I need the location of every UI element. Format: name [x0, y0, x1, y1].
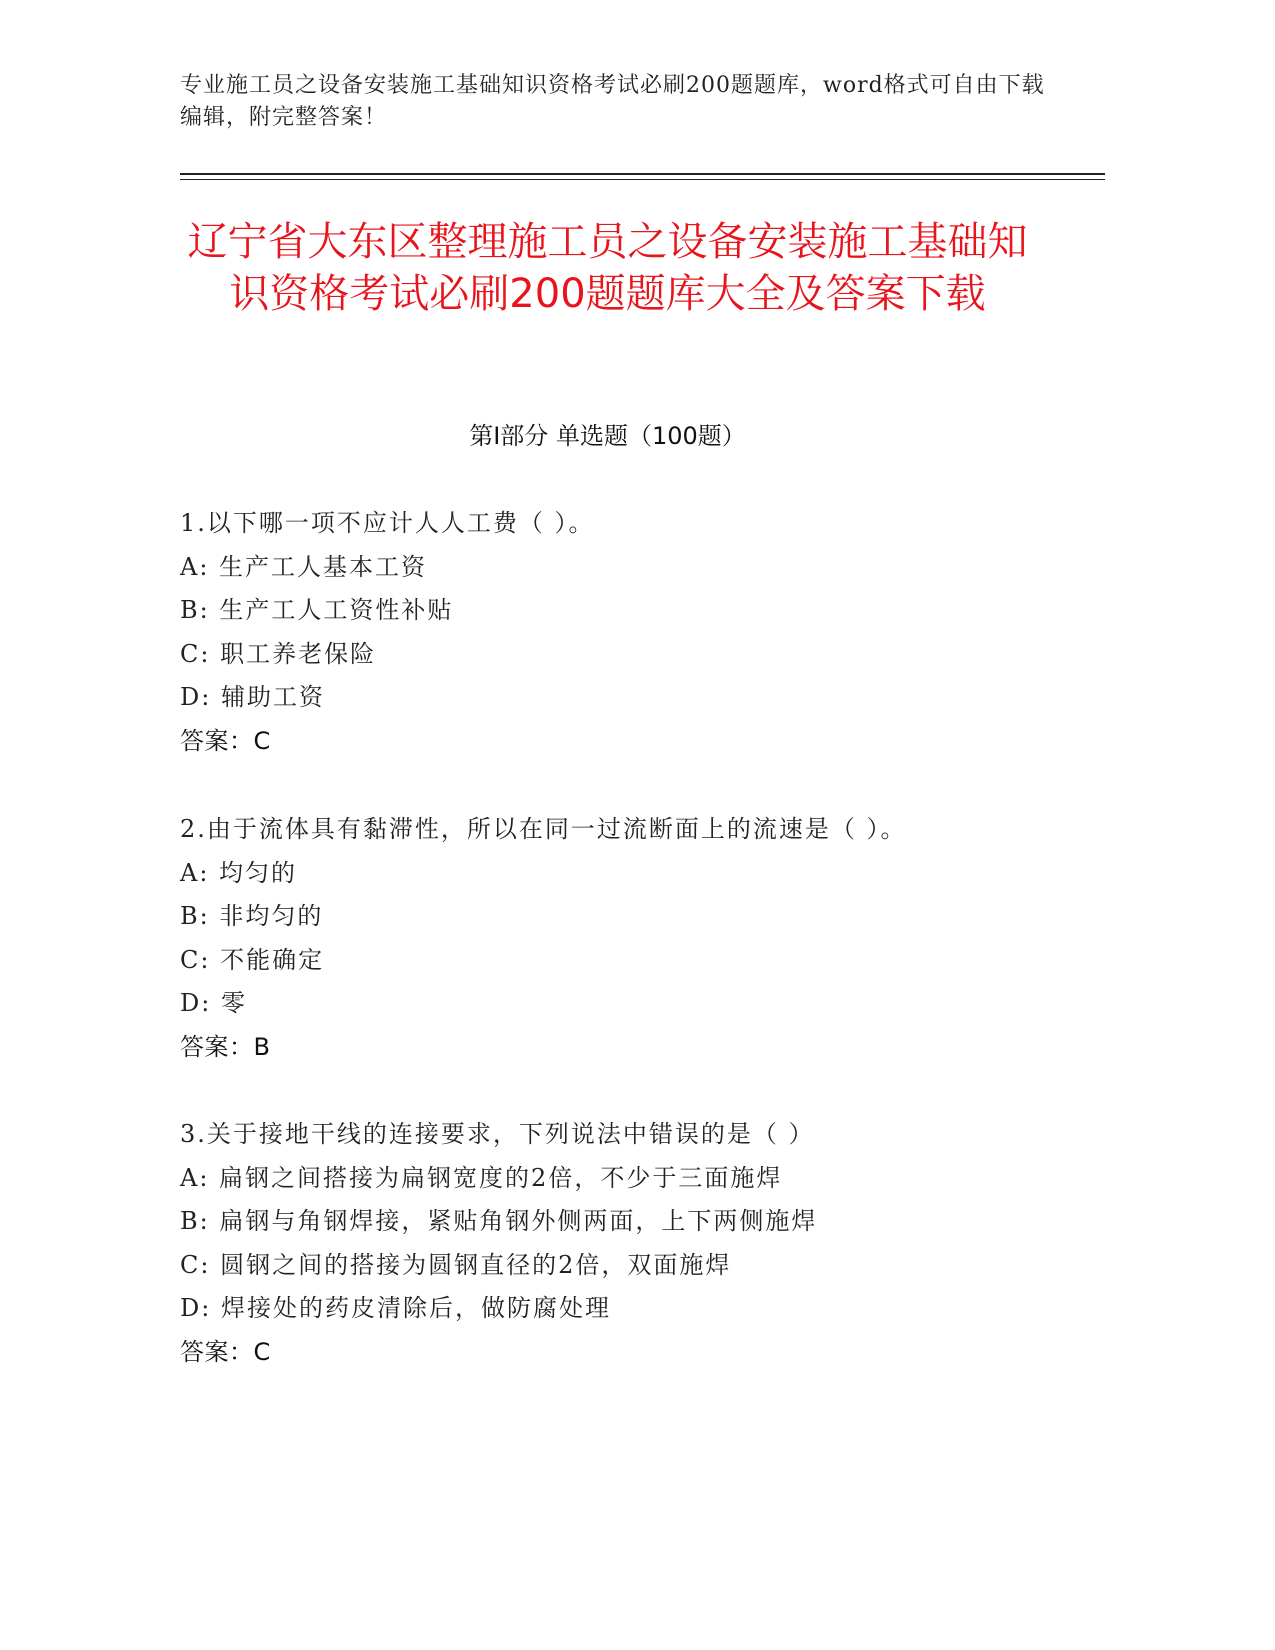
- answer: 答案：C: [180, 1337, 271, 1366]
- option-c: C: 圆钢之间的搭接为圆钢直径的2倍，双面施焊: [180, 1250, 732, 1279]
- option-d: D: 零: [180, 989, 247, 1017]
- answer: 答案：C: [180, 726, 271, 755]
- option-d: D: 焊接处的药皮清除后，做防腐处理: [180, 1294, 611, 1322]
- question-3: [180, 1113, 1080, 1374]
- question-1: [180, 502, 1080, 763]
- option-c: C: 职工养老保险: [180, 639, 377, 668]
- question-stem: 2.由于流体具有黏滞性，所以在同一过流断面上的流速是（ ）。: [180, 815, 907, 843]
- answer: 答案：B: [180, 1032, 271, 1061]
- document-title: 辽宁省大东区整理施工员之设备安装施工基础知识资格考试必刷200题题库大全及答案下载: [187, 219, 1028, 317]
- option-b: B: 扁钢与角钢焊接，紧贴角钢外侧两面，上下两侧施焊: [180, 1207, 818, 1235]
- option-a: A: 生产工人基本工资: [180, 552, 428, 581]
- option-d: D: 辅助工资: [180, 683, 325, 711]
- question-2: [180, 808, 1080, 1069]
- option-b: B: 生产工人工资性补贴: [180, 596, 454, 624]
- question-stem: 3.关于接地干线的连接要求，下列说法中错误的是（ ）: [180, 1120, 815, 1148]
- header-rule-thin: [180, 179, 1105, 180]
- question-stem: 1.以下哪一项不应计人人工费（ ）。: [180, 509, 595, 537]
- option-c: C: 不能确定: [180, 945, 325, 974]
- option-b: B: 非均匀的: [180, 902, 324, 930]
- header-rule-thick: [180, 173, 1105, 175]
- page-header: 专业施工员之设备安装施工基础知识资格考试必刷200题题库，word格式可自由下载编辑，附完整答案！: [180, 73, 1045, 130]
- option-a: A: 均匀的: [180, 858, 298, 887]
- option-a: A: 扁钢之间搭接为扁钢宽度的2倍，不少于三面施焊: [180, 1163, 783, 1192]
- section-title: 第Ⅰ部分 单选题（100题）: [469, 422, 746, 450]
